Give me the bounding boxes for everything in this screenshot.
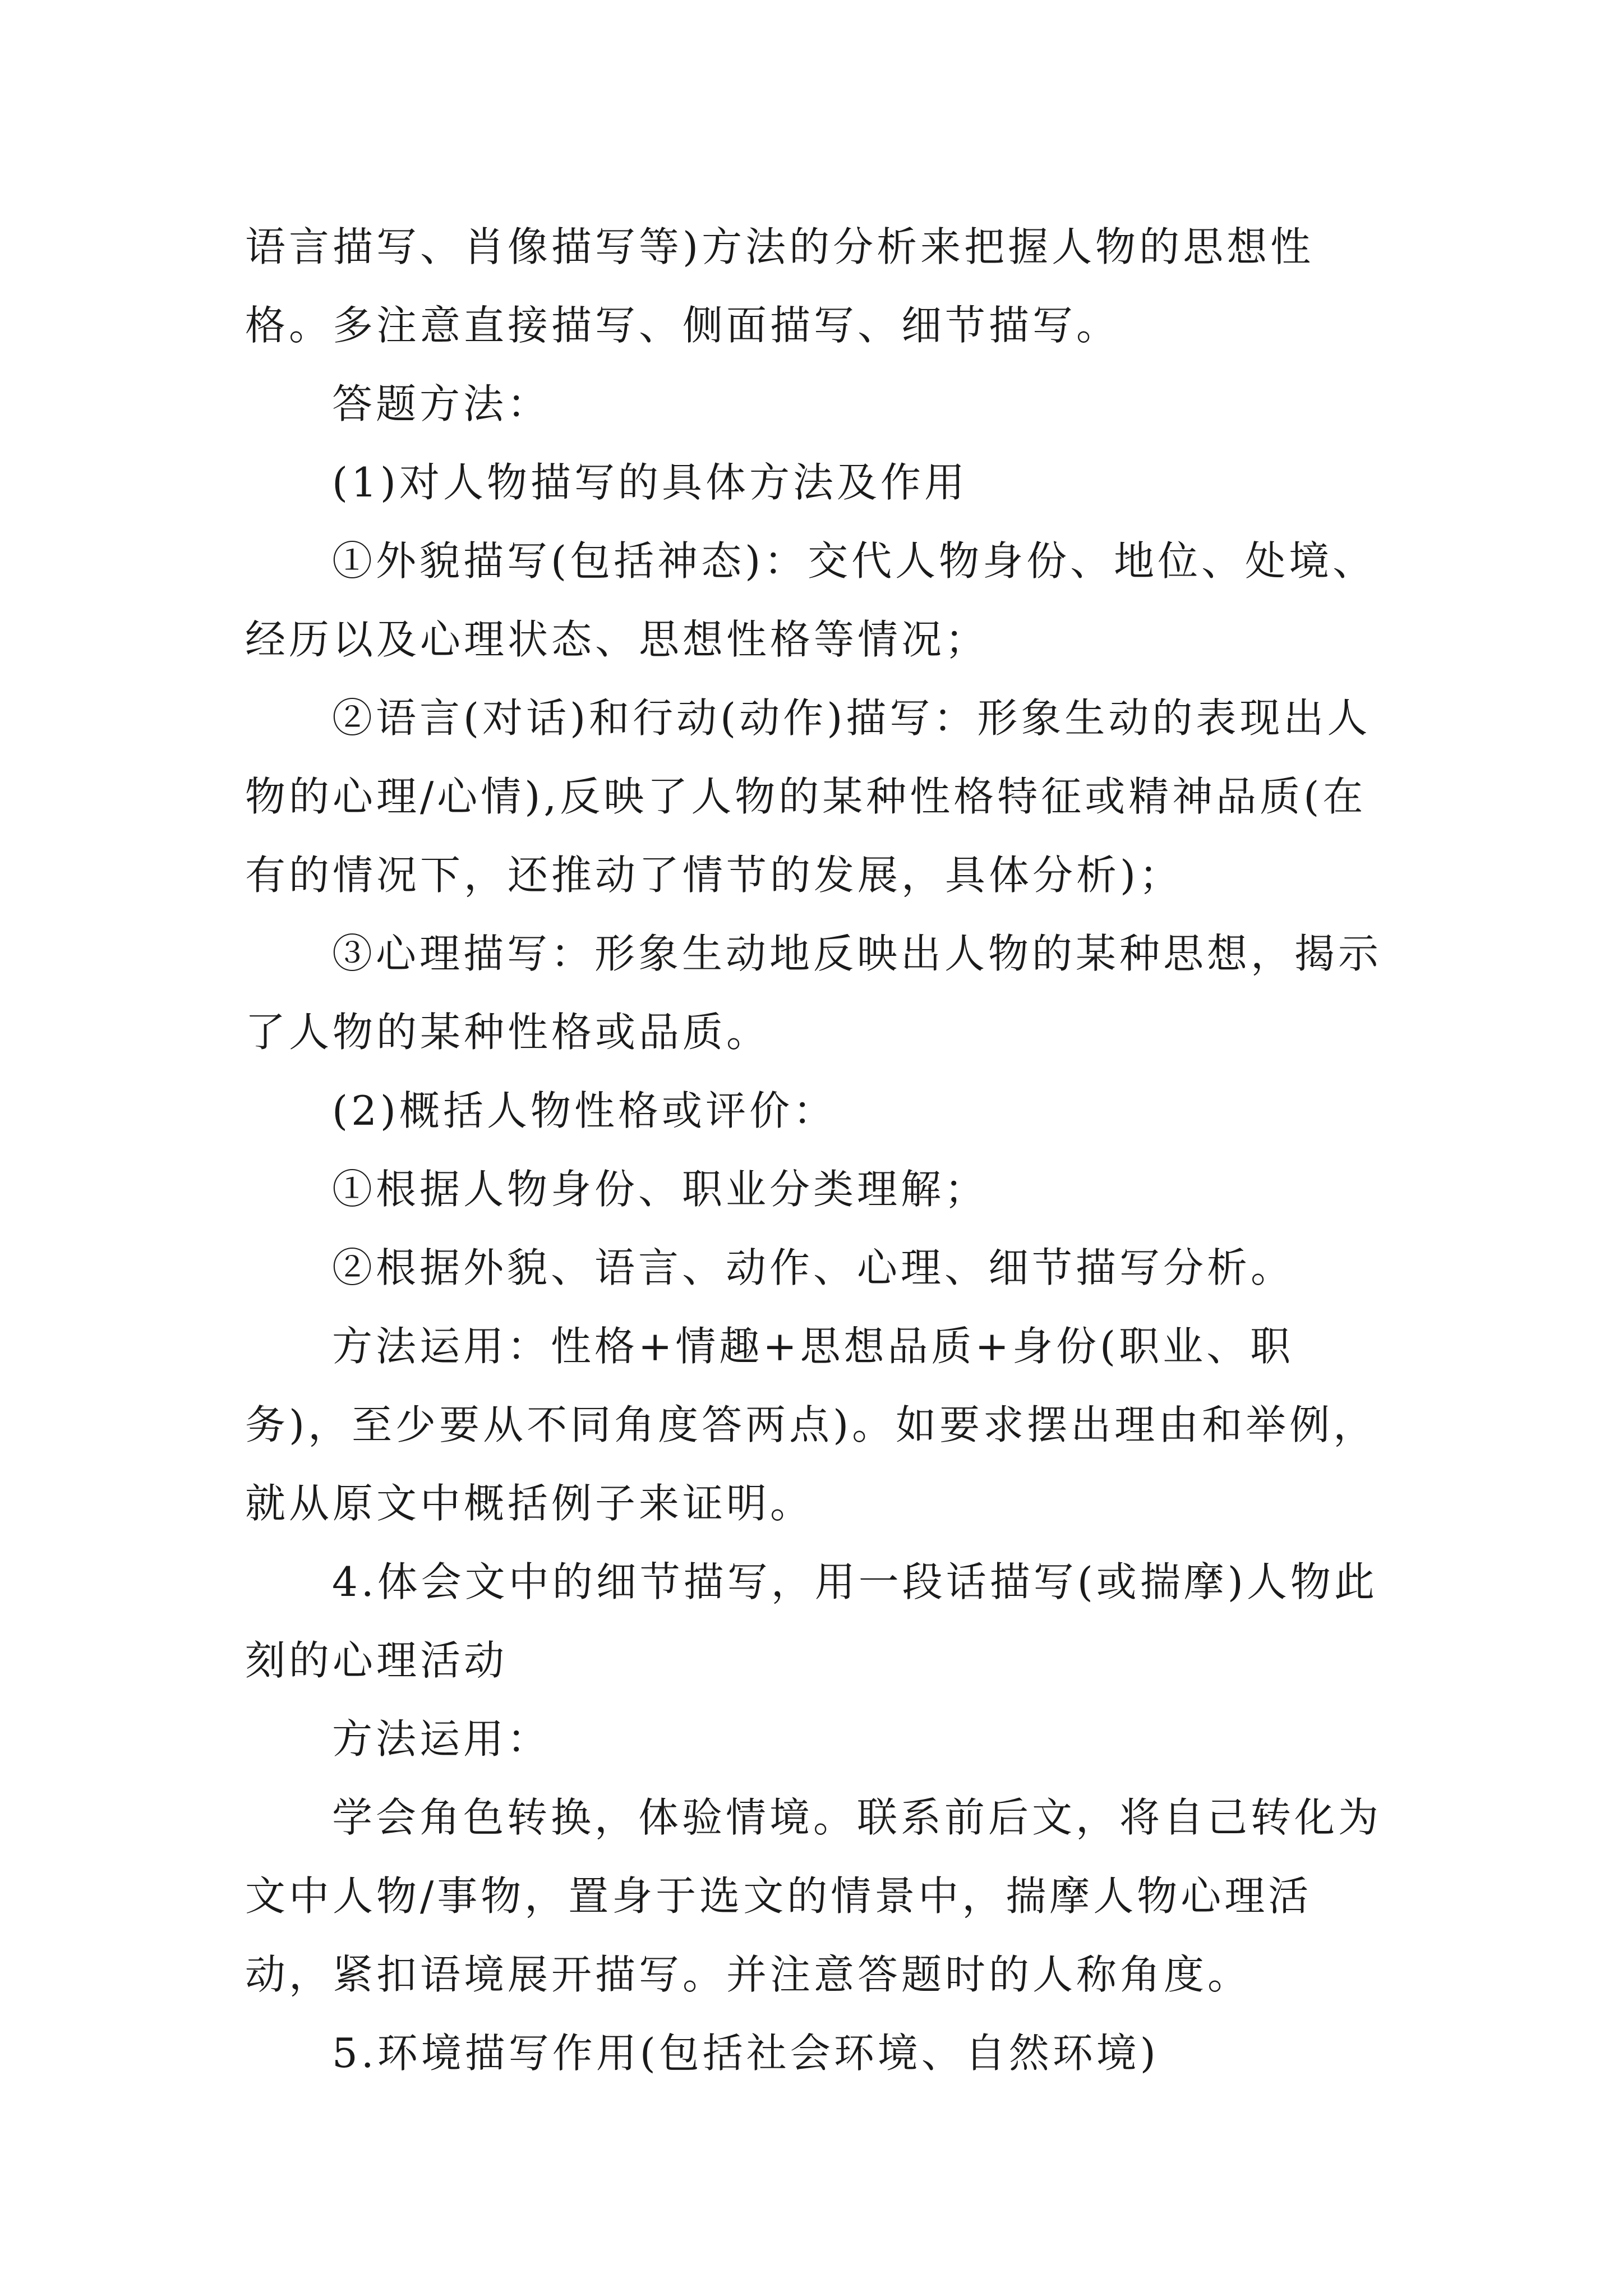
paragraph: (2)概括人物性格或评价： (332, 1087, 837, 1134)
paragraph: (1)对人物描写的具体方法及作用 (332, 459, 968, 506)
paragraph: ①外貌描写(包括神态)：交代人物身份、地位、处境、经历以及心理状态、思想性格等情况； (245, 537, 1377, 663)
paragraph: ②根据外貌、语言、动作、心理、细节描写分析。 (332, 1244, 1295, 1291)
paragraph: ①根据人物身份、职业分类理解； (332, 1166, 989, 1213)
paragraph: 方法运用：性格+情趣+思想品质+身份(职业、职务)，至少要从不同角度答两点)。如要求摆出理由和举例，就从原文中概括例子来证明。 (245, 1323, 1377, 1527)
paragraph: ③心理描写：形象生动地反映出人物的某种思想，揭示了人物的某种性格或品质。 (245, 930, 1382, 1056)
document-body (245, 208, 1389, 2092)
paragraph: ②语言(对话)和行动(动作)描写：形象生动的表现出人物的心理/心情),反映了人物的某种性格特征或精神品质(在有的情况下，还推动了情节的发展，具体分析)； (245, 694, 1371, 899)
paragraph: 答题方法： (332, 380, 551, 427)
paragraph: 语言描写、肖像描写等)方法的分析来把握人物的思想性格。多注意直接描写、侧面描写、细节描写。 (245, 223, 1315, 349)
paragraph: 学会角色转换，体验情境。联系前后文，将自己转化为文中人物/事物，置身于选文的情景中，揣摩人物心理活动，紧扣语境展开描写。并注意答题时的人称角度。 (245, 1794, 1382, 1998)
paragraph: 4.体会文中的细节描写，用一段话描写(或揣摩)人物此刻的心理活动 (245, 1558, 1378, 1684)
paragraph: 5.环境描写作用(包括社会环境、自然环境) (332, 2030, 1159, 2077)
paragraph: 方法运用： (332, 1715, 551, 1763)
